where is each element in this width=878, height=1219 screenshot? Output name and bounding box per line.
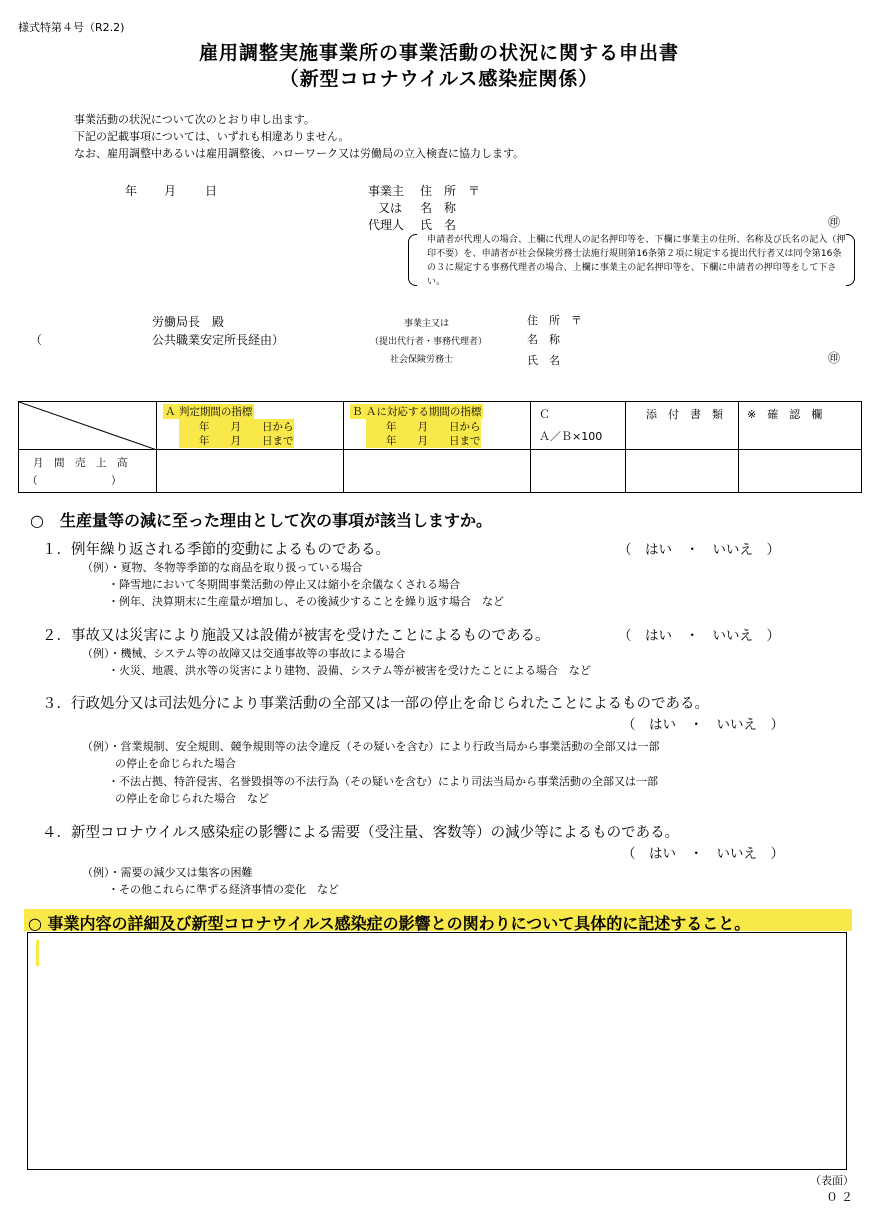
agent-person-label: 氏 名 <box>527 354 560 367</box>
agent-address-label: 住 所 〒 <box>527 314 582 327</box>
cell-attach-value[interactable] <box>626 450 739 493</box>
col-attach-label: 添 付 書 類 <box>646 408 723 421</box>
question-3-example-2: の停止を命じられた場合 <box>115 757 236 770</box>
question-1-example-1: （例）・夏物、冬物等季節的な商品を取り扱っている場合 <box>82 561 363 574</box>
question-3-example-4: の停止を命じられた場合 など <box>115 792 269 805</box>
document-title: 雇用調整実施事業所の事業活動の状況に関する申出書 <box>198 42 679 64</box>
addressee-line-1: 労働局長 殿 <box>152 315 225 329</box>
section1-title: ○ 生産量等の減に至った理由として次の事項が該当しますか。 <box>30 511 492 530</box>
applicant-row3-label: 代理人 <box>368 218 405 232</box>
question-2-example-1: （例）・機械、システム等の故障又は交通事故等の事故による場合 <box>82 647 406 660</box>
col-a-from[interactable]: 年 月 日から <box>179 419 294 434</box>
applicant-name-label: 名 称 <box>420 201 457 215</box>
date-year-label: 年 <box>125 184 138 198</box>
applicant-note: 申請者が代理人の場合、上欄に代理人の記名押印等を、下欄に事業主の住所、名称及び氏名の記入（押印不要）を、申請者が社会保険労務士法施行規則第16条第２項に規定する提出代行者又は同令第16条の３に規定する事務代理者の場合、上欄に事業主の記名押印等を、下欄に申請者の押印等をして下さい。 <box>427 235 846 287</box>
applicant-row1-label: 事業主 <box>368 184 405 198</box>
intro-line-2: 下記の記載事項については、いずれも相違ありません。 <box>74 130 350 143</box>
row-label-cell <box>19 450 157 493</box>
free-text-box[interactable] <box>27 932 847 1170</box>
text-cursor <box>36 940 39 966</box>
question-4-text: ４．新型コロナウイルス感染症の影響による需要（受注量、客数等）の減少等によるものである。 <box>42 825 680 841</box>
form-id: 様式特第４号（R2.2) <box>18 21 125 34</box>
footer-side-label: （表面） <box>810 1174 854 1187</box>
cell-b-value[interactable] <box>344 450 531 493</box>
date-day-label: 日 <box>205 184 218 198</box>
agent-label-3: 社会保険労務士 <box>390 355 454 365</box>
row-sub[interactable]: （ ） <box>27 475 122 487</box>
col-c-label: Ｃ <box>539 408 550 421</box>
col-confirm-header <box>739 402 862 450</box>
question-4-example-1: （例）・需要の減少又は集客の困難 <box>82 866 253 879</box>
col-b-to[interactable]: 年 月 日まで <box>366 433 481 448</box>
col-attach-header <box>626 402 739 450</box>
question-1-example-3: ・例年、決算期末に生産量が増加し、その後減少することを繰り返す場合 など <box>108 595 504 608</box>
note-bracket-right <box>846 234 855 286</box>
question-1-answer[interactable]: （ はい ・ いいえ ） <box>618 542 780 558</box>
section2-title: ○ 事業内容の詳細及び新型コロナウイルス感染症の影響との関わりについて具体的に記述すること。 <box>28 914 751 933</box>
agent-seal-mark: ㊞ <box>828 351 841 365</box>
col-b-title: Ｂ Ａに対応する期間の指標 <box>352 406 482 418</box>
intro-line-3: なお、雇用調整中あるいは雇用調整後、ハローワーク又は労働局の立入検査に協力します。 <box>74 147 525 160</box>
sales-table <box>18 401 862 493</box>
table-corner-cell <box>19 402 157 450</box>
cell-a-value[interactable] <box>157 450 344 493</box>
question-2-answer[interactable]: （ はい ・ いいえ ） <box>618 628 780 644</box>
col-a-title: Ａ 判定期間の指標 <box>165 406 253 418</box>
row-label: 月 間 売 上 高 <box>33 457 128 469</box>
question-3-example-3: ・不法占拠、特許侵害、名誉毀損等の不法行為（その疑いを含む）により司法当局から事業活動の全部又は一部 <box>108 775 658 788</box>
date-month-label: 月 <box>164 184 177 198</box>
question-1-example-2: ・降雪地において冬期間事業活動の停止又は縮小を余儀なくされる場合 <box>108 578 460 591</box>
document-subtitle: （新型コロナウイルス感染症関係） <box>279 68 599 90</box>
addressee-line-2: 公共職業安定所長経由） <box>152 333 285 347</box>
question-3-example-1: （例）・営業規制、安全規則、競争規則等の法令違反（その疑いを含む）により行政当局から事業活動の全部又は一部 <box>82 740 660 753</box>
agent-label-2: （提出代行者・事務代理者） <box>370 337 488 347</box>
col-c-formula: Ａ／Ｂ×100 <box>539 430 603 443</box>
question-1-text: １．例年繰り返される季節的変動によるものである。 <box>42 542 390 558</box>
question-3-answer[interactable]: （ はい ・ いいえ ） <box>622 717 784 733</box>
note-bracket-left <box>408 234 417 286</box>
col-b-header <box>344 402 531 450</box>
col-a-header <box>157 402 344 450</box>
question-2-example-2: ・火災、地震、洪水等の災害により建物、設備、システム等が被害を受けたことによる場合 など <box>108 664 591 677</box>
addressee-paren: （ <box>30 333 43 347</box>
diagonal-line <box>19 402 157 450</box>
col-a-to[interactable]: 年 月 日まで <box>179 433 294 448</box>
col-confirm-label: ※ 確 認 欄 <box>747 408 823 421</box>
cell-confirm-value <box>739 450 862 493</box>
applicant-person-label: 氏 名 <box>420 218 457 232</box>
question-3-text: ３．行政処分又は司法処分により事業活動の全部又は一部の停止を命じられたことによるものである。 <box>42 696 709 712</box>
question-2-text: ２．事故又は災害により施設又は設備が被害を受けたことによるものである。 <box>42 628 550 644</box>
applicant-address-label: 住 所 〒 <box>420 184 481 198</box>
col-b-from[interactable]: 年 月 日から <box>366 419 481 434</box>
col-c-header <box>531 402 626 450</box>
agent-label-1: 事業主又は <box>404 319 450 329</box>
footer-page-number: ０２ <box>826 1190 857 1204</box>
question-4-answer[interactable]: （ はい ・ いいえ ） <box>622 846 784 862</box>
applicant-row2-label: 又は <box>378 201 403 215</box>
seal-mark: ㊞ <box>828 215 841 229</box>
question-4-example-2: ・その他これらに準ずる経済事情の変化 など <box>108 883 339 896</box>
cell-c-value[interactable] <box>531 450 626 493</box>
agent-name-label: 名 称 <box>527 333 560 346</box>
intro-line-1: 事業活動の状況について次のとおり申し出ます。 <box>74 113 315 126</box>
